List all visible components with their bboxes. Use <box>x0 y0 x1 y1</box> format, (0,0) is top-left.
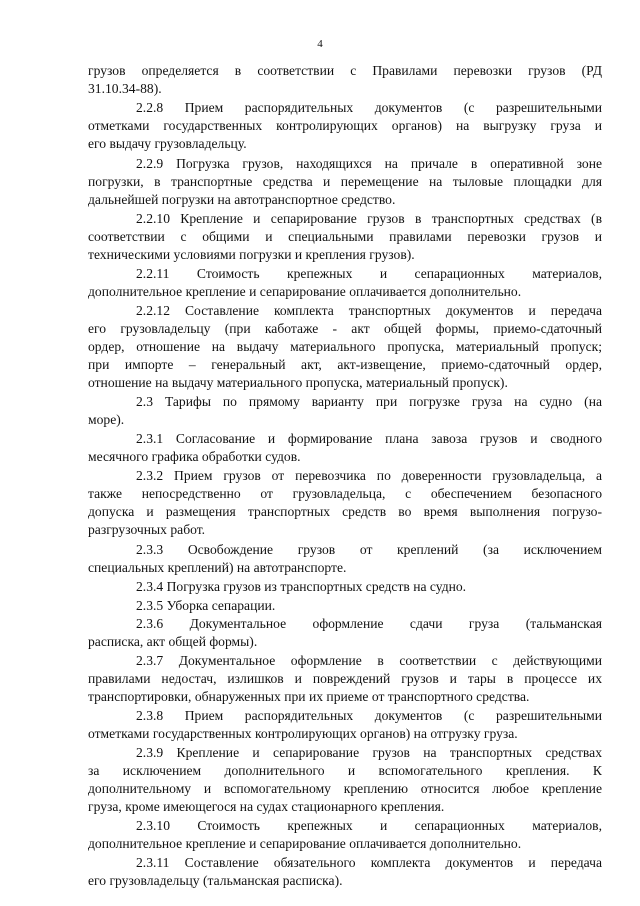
text-line: его выдачу грузовладельцу. <box>88 136 247 151</box>
text-line: при импорте – генеральный акт, акт-извещение, приемо-сдаточный ордер, <box>88 357 602 372</box>
text-line: погрузки, в транспортные средства и перемещение на тыловые площадки для <box>88 174 602 189</box>
text-line: 2.3.10 Стоимость крепежных и сепарационных материалов, <box>136 818 602 833</box>
text-line: соответствии с общими и специальными правилами перевозки грузов и <box>88 229 602 244</box>
text-line: месячного графика обработки судов. <box>88 449 301 464</box>
text-line: 2.2.12 Составление комплекта транспортных документов и передача <box>136 303 602 318</box>
text-line: также непосредственно от грузовладельца, с обеспечением безопасного <box>88 486 602 501</box>
page-number: 4 <box>317 38 323 50</box>
text-line: 2.3.7 Документальное оформление в соответствии с действующими <box>136 653 602 668</box>
text-line: дополнительному и вспомогательному креплению относится любое крепление <box>88 781 602 796</box>
text-line: 2.3 Тарифы по прямому варианту при погрузке груза на судно (на <box>136 394 602 409</box>
text-line: 2.2.8 Прием распорядительных документов (с разрешительными <box>136 100 602 115</box>
text-line: отметками государственных контролирующих органов) на выгрузку груза и <box>88 118 602 133</box>
text-line: 2.3.8 Прием распорядительных документов (с разрешительными <box>136 708 602 723</box>
text-line: 2.2.11 Стоимость крепежных и сепарационных материалов, <box>136 266 602 281</box>
text-line: 2.3.2 Прием грузов от перевозчика по доверенности грузовладельца, а <box>136 468 602 483</box>
text-line: специальных креплений) на автотранспорте. <box>88 560 347 575</box>
text-line: дальнейшей погрузки на автотранспортное средство. <box>88 192 396 207</box>
text-line: расписка, акт общей формы). <box>88 634 258 649</box>
text-line: за исключением дополнительного и вспомогательного крепления. К <box>88 763 602 778</box>
text-line: допуска и размещения транспортных средств во время выполнения погрузо- <box>88 504 602 519</box>
text-line: ордер, отношение на выдачу материального пропуска, материальный пропуск; <box>88 339 602 354</box>
text-line: 2.2.9 Погрузка грузов, находящихся на причале в оперативной зоне <box>136 156 602 171</box>
text-line: 2.3.6 Документальное оформление сдачи груза (тальманская <box>136 616 602 631</box>
text-line: 2.3.11 Составление обязательного комплекта документов и передача <box>136 855 602 870</box>
text-line: 2.3.5 Уборка сепарации. <box>136 598 276 613</box>
text-line: 2.3.4 Погрузка грузов из транспортных средств на судно. <box>136 579 467 594</box>
text-line: разгрузочных работ. <box>88 522 206 537</box>
text-line: отношение на выдачу материального пропуска, материальный пропуск). <box>88 375 508 390</box>
text-line: техническими условиями погрузки и крепления грузов). <box>88 247 415 262</box>
text-line: грузов определяется в соответствии с Правилами перевозки грузов (РД <box>88 63 602 78</box>
text-line: 2.3.1 Согласование и формирование плана завоза грузов и сводного <box>136 431 602 446</box>
text-line: правилами недостач, излишков и повреждений грузов и тары в процессе их <box>88 671 602 686</box>
text-line: его грузовладельцу (тальманская расписка). <box>88 873 343 888</box>
text-line: дополнительное крепление и сепарирование оплачивается дополнительно. <box>88 284 522 299</box>
text-line: море). <box>88 412 125 427</box>
text-line: 2.2.10 Крепление и сепарирование грузов в транспортных средствах (в <box>136 211 602 226</box>
text-line: 2.3.3 Освобождение грузов от креплений (за исключением <box>136 542 602 557</box>
text-line: отметками государственных контролирующих органов) на отгрузку груза. <box>88 726 518 741</box>
text-line: 31.10.34-88). <box>88 81 162 96</box>
text-line: дополнительное крепление и сепарирование оплачивается дополнительно. <box>88 836 522 851</box>
text-line: 2.3.9 Крепление и сепарирование грузов на транспортных средствах <box>136 745 602 760</box>
text-line: его грузовладельцу (при каботаже - акт общей формы, приемо-сдаточный <box>88 321 602 336</box>
text-line: транспортировки, обнаруженных при их приеме от транспортного средства. <box>88 689 530 704</box>
text-line: груза, кроме имеющегося на судах стационарного крепления. <box>88 799 445 814</box>
